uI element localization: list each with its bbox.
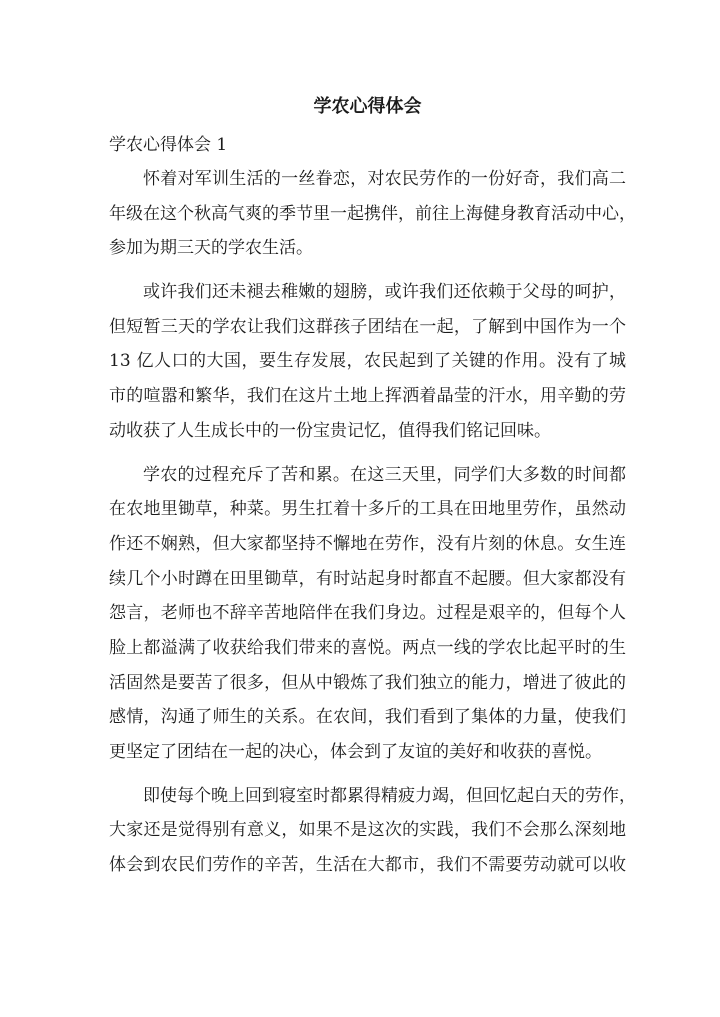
text-line: 学农的过程充斥了苦和累。在这三天里，同学们大多数的时间都 <box>143 464 626 485</box>
text-line: 即使每个晚上回到寝室时都累得精疲力竭，但回忆起白天的劳作， <box>143 785 636 806</box>
section-heading: 学农心得体会 1 <box>109 135 228 155</box>
text-line: 市的喧嚣和繁华，我们在这片土地上挥洒着晶莹的汗水，用辛勤的劳 <box>109 386 626 407</box>
text-line: 活固然是要苦了很多，但从中锻炼了我们独立的能力，增进了彼此的 <box>109 672 626 693</box>
paragraph <box>109 782 636 886</box>
paragraph <box>109 165 636 269</box>
text-line: 怨言，老师也不辞辛苦地陪伴在我们身边。过程是艰辛的，但每个人 <box>109 603 626 624</box>
text-line: 感情，沟通了师生的关系。在农间，我们看到了集体的力量，使我们 <box>109 707 626 728</box>
paragraph <box>109 278 626 451</box>
text-line: 在农地里锄草，种菜。男生扛着十多斤的工具在田地里劳作，虽然动 <box>109 499 626 520</box>
text-line: 脸上都溢满了收获给我们带来的喜悦。两点一线的学农比起平时的生 <box>109 637 626 658</box>
text-line: 更坚定了团结在一起的决心，体会到了友谊的美好和收获的喜悦。 <box>109 742 602 762</box>
text-line: 年级在这个秋高气爽的季节里一起携伴，前往上海健身教育活动中心， <box>109 203 636 224</box>
text-line: 但短暂三天的学农让我们这群孩子团结在一起，了解到中国作为一个 <box>109 316 626 337</box>
text-line: 或许我们还未褪去稚嫩的翅膀，或许我们还依赖于父母的呵护， <box>143 282 626 303</box>
text-line: 怀着对军训生活的一丝眷恋，对农民劳作的一份好奇，我们高二 <box>143 169 626 189</box>
text-line: 作还不娴熟，但大家都坚持不懈地在劳作，没有片刻的休息。女生连 <box>109 533 626 554</box>
text-line: 体会到农民们劳作的辛苦，生活在大都市，我们不需要劳动就可以收 <box>109 855 626 876</box>
document-body <box>109 165 636 895</box>
text-line: 续几个小时蹲在田里锄草，有时站起身时都直不起腰。但大家都没有 <box>109 568 626 589</box>
text-line: 动收获了人生成长中的一份宝贵记忆，值得我们铭记回味。 <box>109 420 551 441</box>
text-line: 大家还是觉得别有意义，如果不是这次的实践，我们不会那么深刻地 <box>109 820 626 841</box>
paragraph <box>109 461 626 773</box>
text-line: 13 亿人口的大国，要生存发展，农民起到了关键的作用。没有了城 <box>109 351 626 372</box>
document-title: 学农心得体会 <box>313 96 422 117</box>
text-line: 参加为期三天的学农生活。 <box>109 238 313 259</box>
